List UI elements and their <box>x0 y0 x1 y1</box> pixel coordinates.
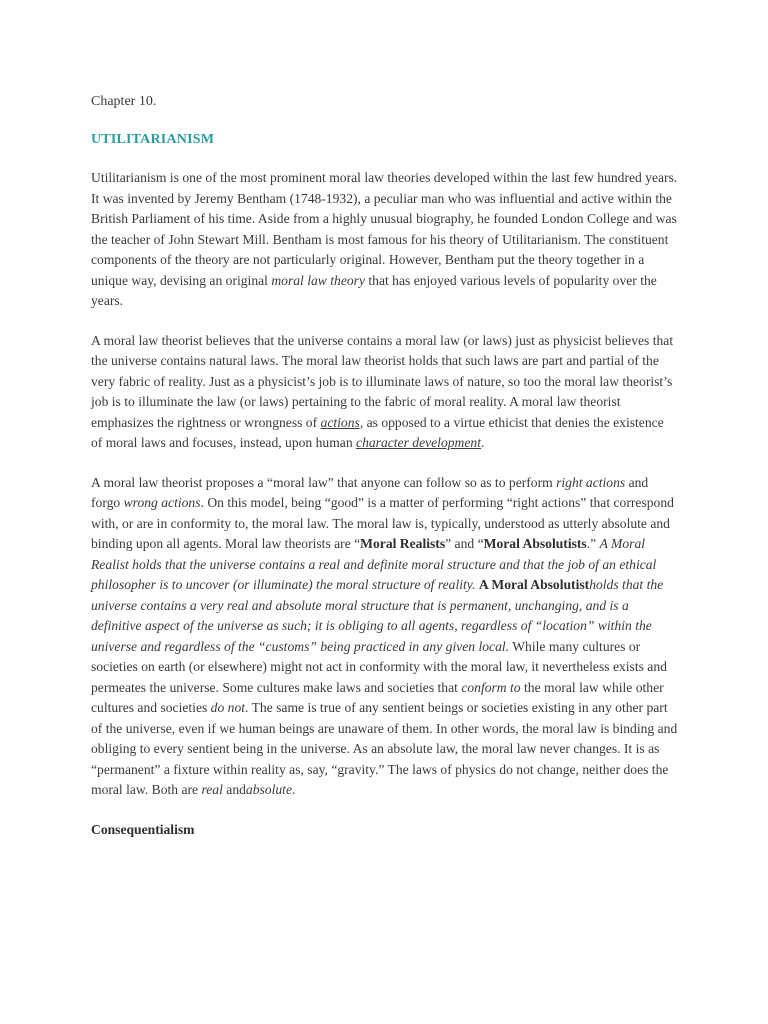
paragraph-2-text: A moral law theorist believes that the universe contains a moral law (or laws) just as physicist believes that the universe contains natural laws. The moral law theorist holds that such laws are part and partial of the very fabric of reality. Just as a physicist’s job is to illuminate laws of nature, so too the moral law theorist’s job is to illuminate the law (or laws) pertaining to the fabric of moral reality. A moral law theorist emphasizes the rightness or wrongness of <box>91 332 674 430</box>
paragraph-2-text-mid: as opposed to a virtue ethicist that denies the existence of moral laws and focuses, instead, upon human <box>91 414 664 450</box>
moral-law-theory-emphasis: moral law theory <box>271 272 365 288</box>
moral-realist-definition: A Moral Realist holds that the universe contains a real and definite moral structure and that the job of an ethical philosopher is to uncover (or illuminate) the moral structure of reality. <box>91 536 657 592</box>
do-not-emphasis: do not <box>210 700 246 715</box>
paragraph-2-text-end: . <box>480 435 485 450</box>
paragraph-3-text-end: . <box>292 782 296 797</box>
paragraph-1 <box>91 168 678 312</box>
right-actions-emphasis: right actions <box>556 474 626 490</box>
wrong-actions-emphasis: wrong actions <box>123 495 201 510</box>
conform-to-emphasis: conform to <box>461 679 521 695</box>
real-emphasis: real <box>201 782 223 797</box>
paragraph-3 <box>91 473 678 801</box>
paragraph-3-text-5: .” <box>586 536 600 551</box>
paragraph-3-text-10: and <box>222 782 246 797</box>
paragraph-3-text-3: . On this model, being “good” is a matter of performing “right actions” that correspond with, or are in conformity to, the moral law. The moral law is, typically, understood as utterly absolute and binding upon all agents. Moral law theorists are “ <box>91 495 674 551</box>
section-subheading: Consequentialism <box>91 821 195 837</box>
actions-link[interactable]: actions, <box>320 414 364 430</box>
character-development-link[interactable]: character development <box>356 435 481 450</box>
chapter-label: Chapter 10. <box>91 94 157 109</box>
paragraph-3-text: A moral law theorist proposes a “moral law” that anyone can follow so as to perform <box>91 474 557 490</box>
paragraph-1-text: Utilitarianism is one of the most prominent moral law theories developed within the last few hundred years. It was invented by Jeremy Bentham (1748-1932), a peculiar man who was influential and active within the British Parliament of his time. Aside from a highly unusual biography, he founded London College and was the teacher of John Stewart Mill. Bentham is most famous for his theory of Utilitarianism. The constituent components of the theory are not particularly original. However, Bentham put the theory together in a unique way, devising an original <box>91 170 678 288</box>
paragraph-3-text-8: the moral law while other cultures and societies <box>91 679 664 715</box>
paragraph-3-text-4: ” and “ <box>445 536 484 551</box>
paragraph-3-text-9: . The same is true of any sentient beings or societies existing in any other part of the universe, even if we human beings are unaware of them. In other words, the moral law is binding and obliging to every sentient being in the universe. As an absolute law, the moral law never changes. It is as “permanent” a fixture within reality as, say, “gravity.” The laws of physics do not change, neither does the moral law. Both are <box>91 700 678 797</box>
paragraph-2 <box>91 331 678 454</box>
paragraph-1-text-end: that has enjoyed various levels of popularity over the years. <box>91 272 657 308</box>
absolute-emphasis: absolute <box>245 782 292 797</box>
paragraph-3-text-7: While many cultures or societies on earth (or elsewhere) might not act in conformity with the moral law, it nevertheless exists and permeates the universe. Some cultures make laws and societies that <box>91 638 667 695</box>
moral-realists-term: Moral Realists <box>360 536 446 551</box>
moral-absolutist-definition: holds that the universe contains a very real and absolute moral structure that is permanent, unchanging, and is a definitive aspect of the universe as such; it is obliging to all agents, regardless of “location” within the universe and regardless of the “customs” being practiced in any given local. <box>91 577 664 654</box>
moral-absolutist-term: A Moral Absolutist <box>478 577 590 592</box>
chapter-title: UTILITARIANISM <box>91 132 215 147</box>
moral-absolutists-term: Moral Absolutists <box>483 536 587 551</box>
paragraph-3-text-2: and forgo <box>91 474 649 510</box>
